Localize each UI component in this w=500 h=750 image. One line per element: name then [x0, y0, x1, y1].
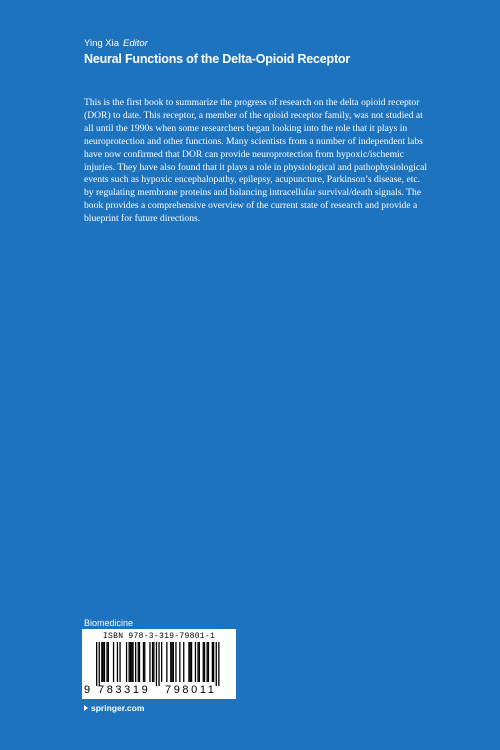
barcode-bar	[106, 642, 107, 682]
barcode-right-digits: 798011	[165, 684, 217, 696]
barcode-bar	[179, 642, 180, 682]
barcode-bar	[138, 642, 139, 682]
barcode-bar	[212, 642, 213, 682]
barcode-bar	[130, 642, 131, 682]
barcode-bar	[188, 642, 189, 682]
barcode-bar	[144, 642, 145, 682]
barcode-bar	[101, 642, 102, 682]
barcode-bar	[161, 642, 162, 682]
barcode-bar	[191, 642, 192, 682]
book-title: Neural Functions of the Delta-Opioid Receptor	[84, 52, 351, 66]
isbn-number: ISBN 978-3-319-79801-1	[102, 632, 216, 641]
barcode-bar	[216, 642, 217, 686]
barcode-first-digit: 9	[84, 684, 91, 696]
barcode-bar	[153, 642, 154, 682]
barcode-bar	[195, 642, 196, 682]
barcode-bar	[143, 642, 144, 682]
barcode-bar	[218, 642, 219, 686]
barcode-bar	[166, 642, 167, 682]
publisher-url: springer.com	[91, 703, 145, 713]
barcode-bar	[126, 642, 127, 682]
barcode-bar	[204, 642, 205, 682]
editor-role: Editor	[123, 38, 148, 49]
triangle-arrow-icon	[84, 705, 88, 711]
barcode-bar	[103, 642, 104, 682]
barcode-bar	[149, 642, 150, 682]
barcode-bar	[152, 642, 153, 682]
barcode-bar	[197, 642, 198, 682]
barcode-bar	[183, 642, 184, 682]
editor-name: Ying Xia	[84, 38, 120, 49]
barcode-bar	[119, 642, 120, 682]
barcode-bar	[190, 642, 191, 682]
barcode-bar	[117, 642, 118, 682]
barcode-bar	[213, 642, 214, 682]
barcode-bar	[132, 642, 133, 682]
barcode-bar	[170, 642, 171, 682]
barcode-bar	[203, 642, 204, 682]
barcode-bar	[208, 642, 209, 682]
barcode-bar	[104, 642, 105, 682]
barcode-bar	[108, 642, 109, 682]
barcode-bar	[139, 642, 140, 682]
barcode-left-digits: 783319	[98, 684, 151, 696]
barcode-bar	[129, 642, 130, 682]
barcode-bar	[175, 642, 176, 682]
barcode-bars	[86, 642, 232, 686]
barcode-bar	[131, 642, 132, 682]
barcode-bar	[207, 642, 208, 682]
publisher-link[interactable]	[84, 703, 144, 713]
barcode-bar	[199, 642, 200, 682]
barcode-bar	[96, 642, 97, 686]
book-description: This is the first book to summarize the progress of research on the delta opioid receptor (DOR) to date. This receptor, a member of the opioid receptor family, was not studied at all until the 1990s when some researchers began looking into the role that it plays in neuroprotection and other functions. Many scientists from a number of independent labs have now confirmed that DOR can provide neuroprotection from hypoxic/ischemic injuries. They have also found that it plays a role in physiological and pathophysiological events such as hypoxic encephalopathy, epilepsy, acupuncture, Parkinson’s disease, etc. by regulating membrane proteins and balancing intracellular survival/death signals. The book provides a comprehensive overview of the current state of research and provide a blueprint for future directions.	[84, 97, 427, 225]
subject-category: Biomedicine	[84, 618, 134, 628]
editor-line	[84, 38, 148, 49]
barcode-bar	[99, 642, 100, 686]
barcode-bar	[171, 642, 172, 682]
barcode-bar	[173, 642, 174, 682]
isbn-barcode	[82, 629, 236, 699]
barcode-bar	[135, 642, 136, 682]
barcode-bar	[156, 642, 157, 686]
barcode-bar	[158, 642, 159, 686]
barcode-bar	[113, 642, 114, 682]
